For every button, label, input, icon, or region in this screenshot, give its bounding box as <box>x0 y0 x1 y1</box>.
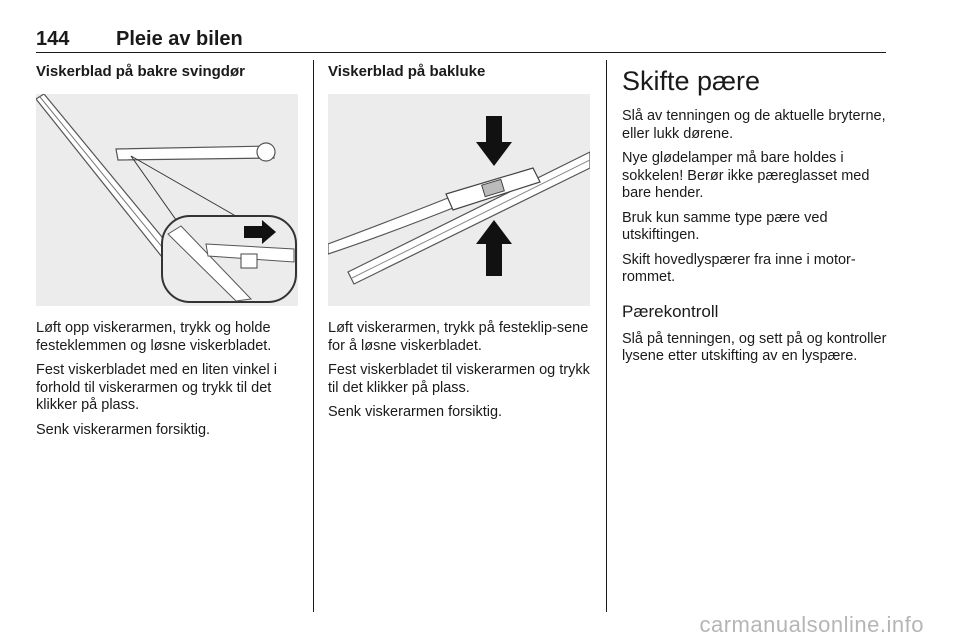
col1-paragraph-3: Senk viskerarmen forsiktig. <box>36 421 211 438</box>
col3-paragraph-1: Slå av tenningen og de aktuelle bryterne, eller lukk dørene. <box>622 108 886 142</box>
column-1 <box>36 62 300 446</box>
wiper-illustration-2 <box>328 94 590 306</box>
col1-paragraph-2: Fest viskerbladet med en liten vinkel i forhold til viskerarmen og trykk til det klikker på plass. <box>36 362 277 413</box>
wiper-illustration-1 <box>36 94 298 306</box>
figure-tailgate-wiper <box>328 94 590 306</box>
section-heading-tailgate-wiper: Viskerblad på bakluke <box>328 63 486 80</box>
column-divider-2 <box>606 60 607 612</box>
col1-paragraph-1: Løft opp viskerarmen, trykk og holde festeklemmen og løsne viskerbladet. <box>36 320 272 354</box>
header-rule <box>36 52 886 53</box>
page-number: 144 <box>36 28 70 50</box>
col3-paragraph-3: Bruk kun samme type pære ved utskiftingen. <box>622 209 828 243</box>
col3-paragraph-4: Skift hovedlyspærer fra inne i motor-rommet. <box>622 251 856 285</box>
col3-paragraph-2: Nye glødelamper må bare holdes i sokkelen! Berør ikke pæreglasset med bare hender. <box>622 150 870 201</box>
watermark: carmanualsonline.info <box>699 612 924 637</box>
chapter-title: Pleie av bilen <box>116 28 243 50</box>
figure-rear-door-wiper <box>36 94 298 306</box>
col2-paragraph-2: Fest viskerbladet til viskerarmen og trykk til det klikker på plass. <box>328 362 590 396</box>
section-heading-rear-door-wiper: Viskerblad på bakre svingdør <box>36 63 245 80</box>
subheading-bulb-check: Pærekontroll <box>622 301 719 321</box>
page-header <box>36 28 886 54</box>
col2-paragraph-1: Løft viskerarmen, trykk på festeklip-sene for å løsne viskerbladet. <box>328 320 589 354</box>
col3-sub-paragraph-1: Slå på tenningen, og sett på og kontroller lysene etter utskifting av en lyspære. <box>622 330 887 364</box>
column-3 <box>622 62 892 373</box>
col2-paragraph-3: Senk viskerarmen forsiktig. <box>328 404 503 420</box>
column-2 <box>328 62 592 429</box>
section-title-bulb-replacement: Skifte pære <box>622 66 761 96</box>
column-divider-1 <box>313 60 314 612</box>
